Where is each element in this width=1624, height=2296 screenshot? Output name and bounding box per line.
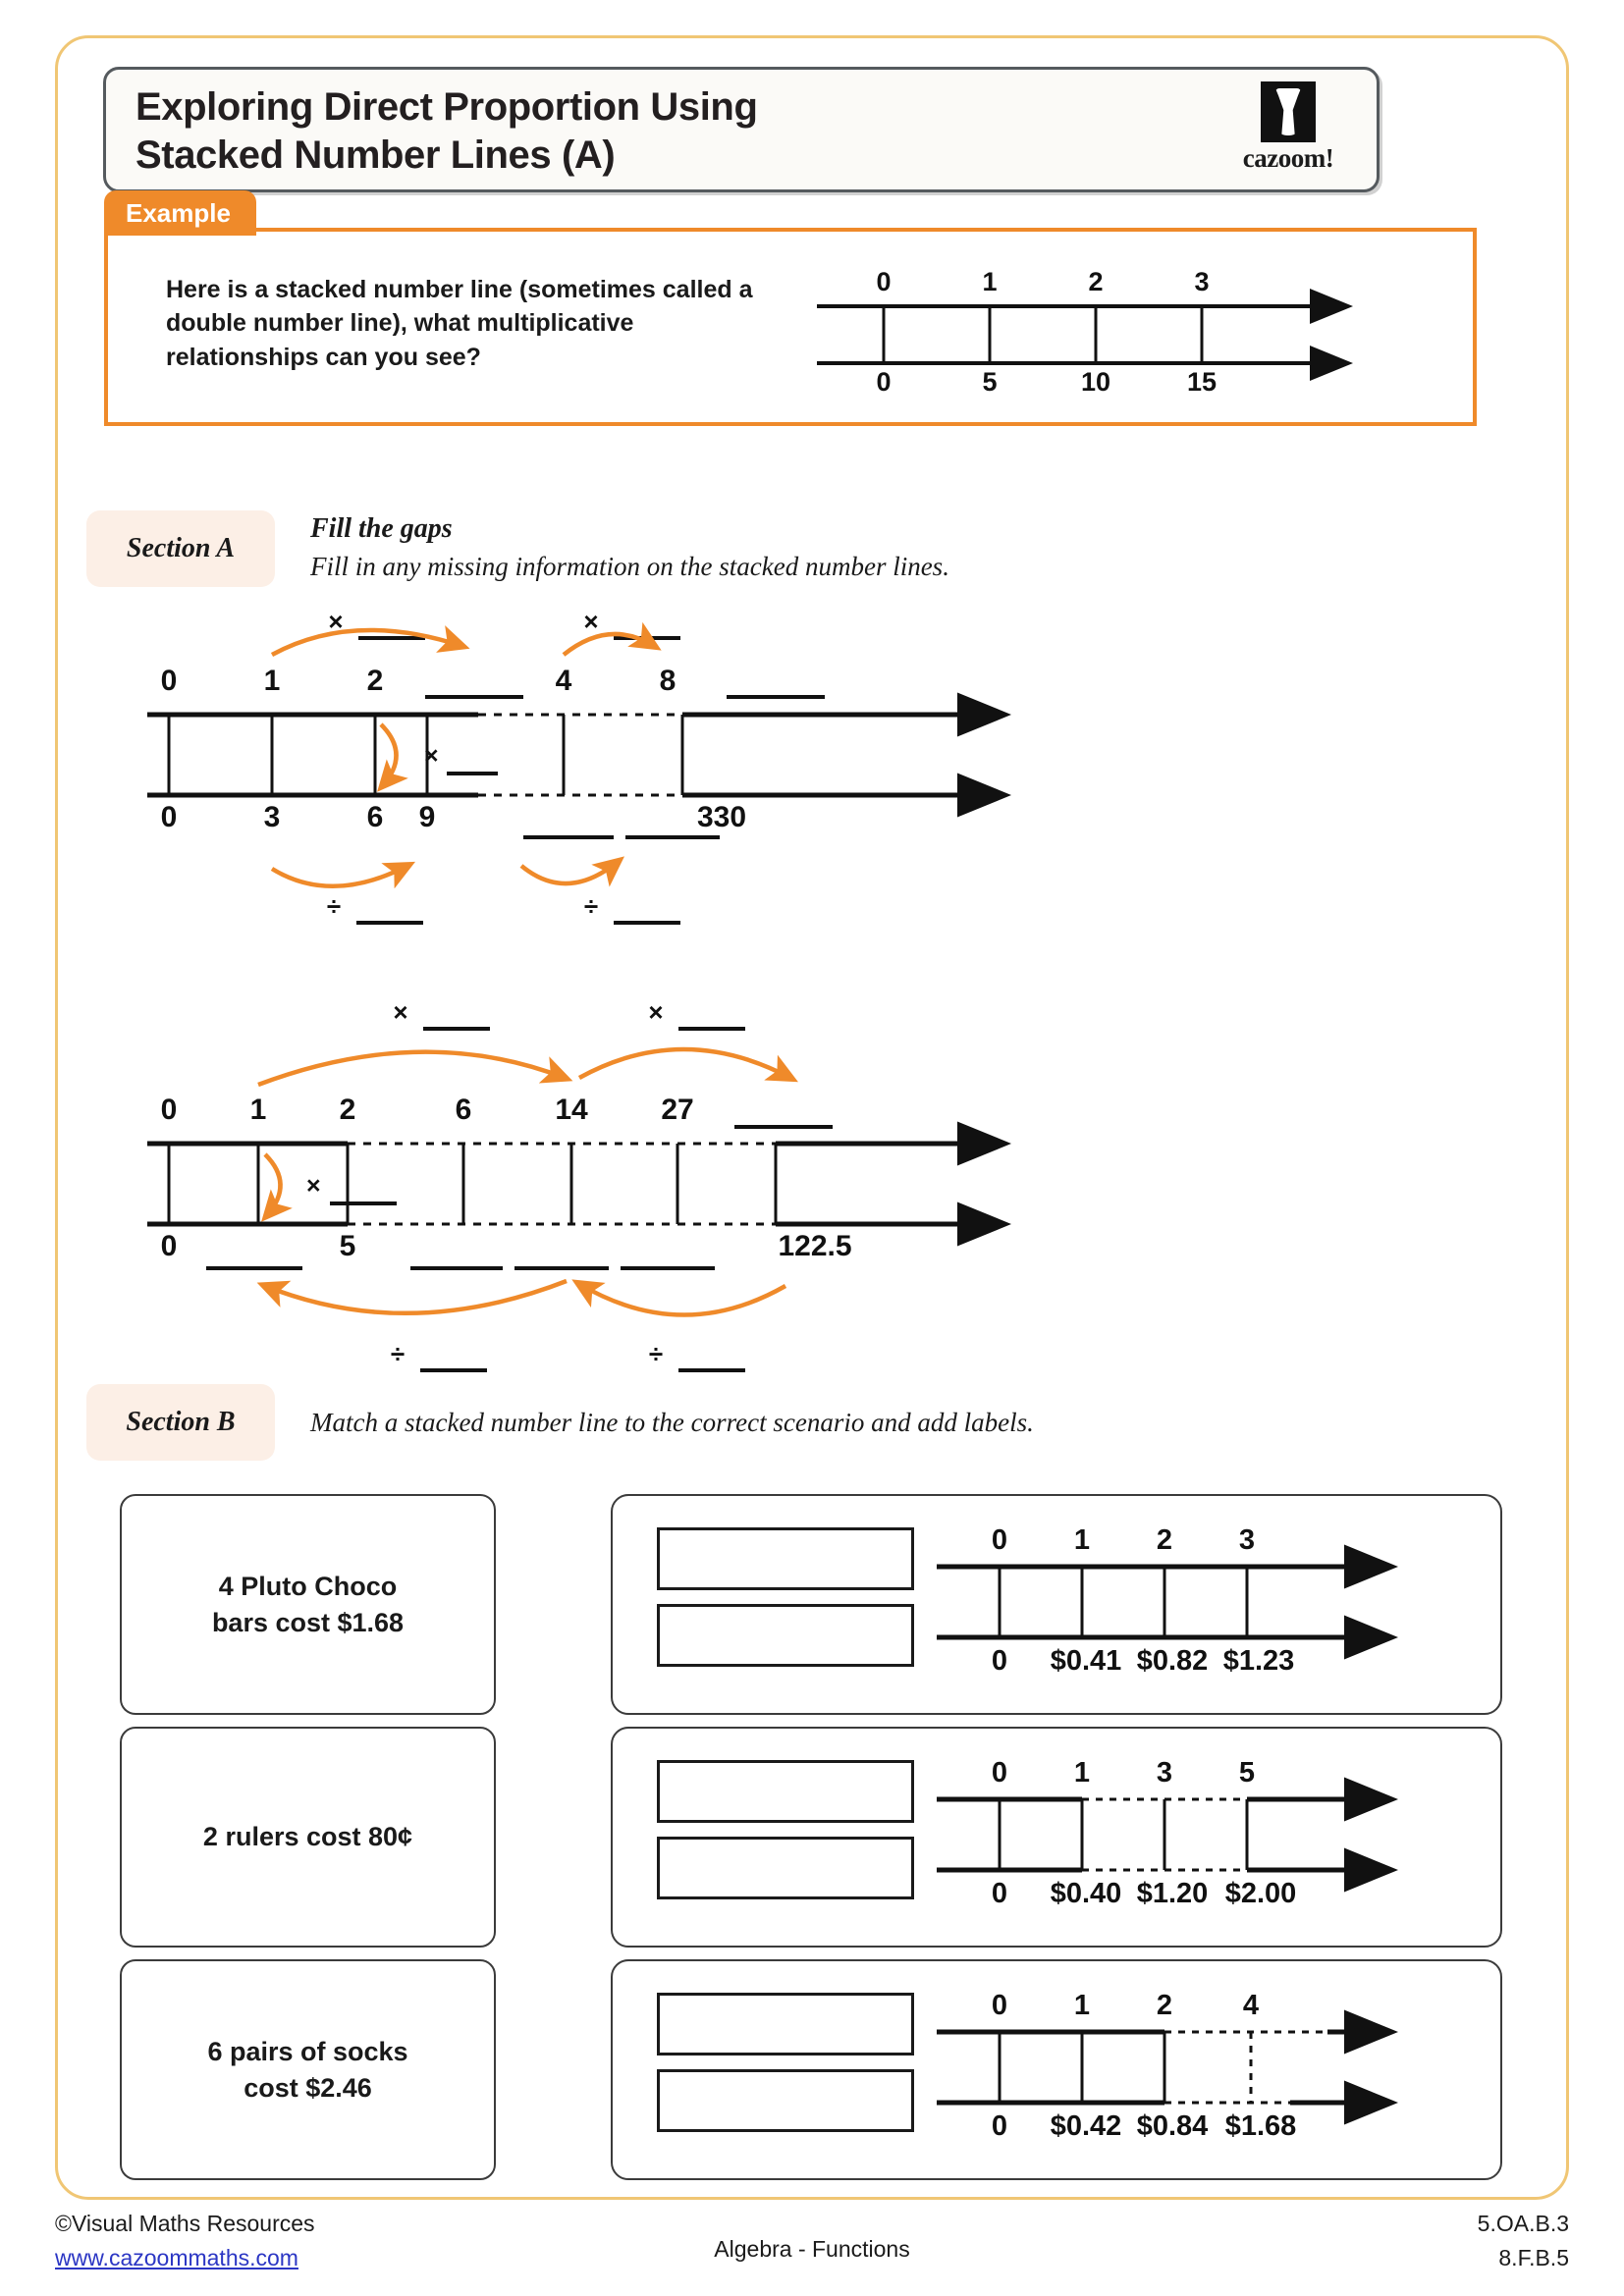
number-line-card-3 <box>611 1959 1502 2180</box>
section-b-number-line-3 <box>937 1981 1487 2167</box>
nl2-bottom-label-0: 0 <box>991 1878 1008 1909</box>
label-box-3-bottom[interactable] <box>657 2069 914 2132</box>
scenario-card-1-line1: 4 Pluto Choco <box>218 1571 398 1601</box>
example-bottom-label-0: 0 <box>876 367 892 397</box>
footer-copyright: ©Visual Maths Resources <box>55 2211 315 2236</box>
number-line-card-1 <box>611 1494 1502 1715</box>
diagram1-bottom-arc-1-arrow <box>521 862 618 883</box>
diagram2-top-arc-0-arrow <box>258 1052 565 1085</box>
nl2-top-label-0: 0 <box>991 1757 1008 1789</box>
page-footer <box>0 2205 1624 2293</box>
example-number-line <box>803 255 1412 402</box>
diagram1-bottom-arc-0-op: ÷ <box>326 891 342 921</box>
section-a-chip: Section A <box>86 510 275 587</box>
nl1-bottom-label-1: $0.41 <box>1050 1645 1122 1677</box>
diagram1-top-label-1: 1 <box>263 665 281 697</box>
diagram1-top-arc-1-op: × <box>583 607 599 636</box>
nl2-bottom-label-2: $1.20 <box>1136 1878 1209 1909</box>
section-b-subheading: Match a stacked number line to the correct scenario and add labels. <box>310 1408 1034 1437</box>
diagram2-bottom-label-2: 5 <box>339 1230 356 1262</box>
nl3-top-label-1: 1 <box>1073 1990 1091 2021</box>
nl2-top-label-3: 5 <box>1238 1757 1256 1789</box>
scenario-card-2-line1: 2 rulers cost 80¢ <box>202 1822 413 1852</box>
nl3-bottom-label-1: $0.42 <box>1050 2110 1122 2142</box>
section-a-diagram-1 <box>147 599 1463 952</box>
diagram1-top-arc-1-arrow <box>564 634 654 655</box>
nl2-top-label-1: 1 <box>1073 1757 1091 1789</box>
section-b-number-line-2 <box>937 1748 1487 1935</box>
nl1-top-label-2: 2 <box>1156 1524 1173 1556</box>
example-bottom-label-3: 15 <box>1186 367 1218 397</box>
nl1-bottom-label-0: 0 <box>991 1645 1008 1677</box>
diagram1-top-label-5: 8 <box>659 665 677 697</box>
section-b-chip: Section B <box>86 1384 275 1461</box>
example-question: Here is a stacked number line (sometimes called a double number line), what multiplicative relationships can you see? <box>166 276 753 371</box>
scenario-card-3-line2: cost $2.46 <box>244 2072 372 2103</box>
nl2-bottom-label-1: $0.40 <box>1050 1878 1122 1909</box>
nl3-bottom-label-2: $0.84 <box>1136 2110 1209 2142</box>
label-box-1-bottom[interactable] <box>657 1604 914 1667</box>
diagram2-top-label-4: 14 <box>555 1094 588 1126</box>
footer-code-2: 8.F.B.5 <box>1498 2244 1569 2270</box>
example-top-label-0: 0 <box>876 267 892 296</box>
diagram1-inner-arc-arrow <box>381 724 397 785</box>
diagram1-top-label-4: 4 <box>555 665 572 697</box>
nl2-top-label-2: 3 <box>1156 1757 1173 1789</box>
section-a-heading: Fill the gaps <box>310 513 453 544</box>
diagram2-top-label-5: 27 <box>661 1094 694 1126</box>
example-top-label-2: 2 <box>1088 267 1104 296</box>
diagram2-bottom-arc-0-arrow <box>265 1281 567 1313</box>
label-box-3-top[interactable] <box>657 1993 914 2056</box>
footer-topic: Algebra - Functions <box>714 2236 910 2262</box>
cartoon-teacher-icon <box>1602 6 1624 173</box>
nl3-bottom-label-3: $1.68 <box>1224 2110 1297 2142</box>
diagram1-top-arc-0-op: × <box>328 607 344 636</box>
scenario-card-3-line1: 6 pairs of socks <box>207 2036 408 2066</box>
section-a-diagram-2 <box>147 982 1463 1368</box>
section-b-number-line-1 <box>937 1516 1487 1702</box>
diagram2-inner-arc-op: × <box>306 1172 321 1200</box>
cazoom-logo-text: cazoom! <box>1242 143 1334 173</box>
diagram2-bottom-label-0: 0 <box>160 1230 178 1262</box>
diagram2-top-arc-1-arrow <box>579 1049 790 1078</box>
scenario-card-2[interactable] <box>120 1727 496 1948</box>
example-box <box>104 198 1477 426</box>
diagram1-top-arc-0-arrow <box>272 630 461 655</box>
diagram1-bottom-label-1: 3 <box>263 801 281 833</box>
scenario-card-3[interactable] <box>120 1959 496 2180</box>
footer-code-1: 5.OA.B.3 <box>1477 2211 1569 2236</box>
number-line-card-2 <box>611 1727 1502 1948</box>
diagram2-top-label-3: 6 <box>455 1094 472 1126</box>
example-tab-label: Example <box>104 190 256 236</box>
example-bottom-label-1: 5 <box>982 367 998 397</box>
cazoom-logo <box>1233 81 1343 184</box>
diagram1-bottom-label-3: 9 <box>418 801 436 833</box>
label-box-2-top[interactable] <box>657 1760 914 1823</box>
nl1-top-label-0: 0 <box>991 1524 1008 1556</box>
diagram1-bottom-label-6: 330 <box>696 801 747 833</box>
example-top-label-1: 1 <box>982 267 998 296</box>
diagram1-bottom-arc-0-arrow <box>272 866 407 886</box>
diagram1-bottom-label-2: 6 <box>366 801 384 833</box>
cazoom-vase-icon <box>1261 81 1316 142</box>
diagram1-inner-arc-op: × <box>424 742 439 770</box>
scenario-card-1[interactable] <box>120 1494 496 1715</box>
scenario-card-1-line2: bars cost $1.68 <box>211 1607 405 1637</box>
nl1-top-label-3: 3 <box>1238 1524 1256 1556</box>
footer-standards <box>1478 2207 1569 2274</box>
diagram2-inner-arc-arrow <box>265 1154 281 1215</box>
page-title-line1: Exploring Direct Proportion Using <box>135 85 758 129</box>
diagram1-bottom-arc-1-op: ÷ <box>583 891 599 921</box>
diagram2-top-label-2: 2 <box>339 1094 356 1126</box>
page-title <box>135 83 1078 180</box>
diagram2-top-label-1: 1 <box>249 1094 267 1126</box>
label-box-1-top[interactable] <box>657 1527 914 1590</box>
section-a-subheading: Fill in any missing information on the stacked number lines. <box>310 552 949 581</box>
diagram2-top-label-0: 0 <box>160 1094 178 1126</box>
footer-website-link[interactable]: www.cazoommaths.com <box>55 2244 298 2270</box>
diagram2-bottom-arc-1-op: ÷ <box>648 1339 664 1368</box>
nl1-bottom-label-2: $0.82 <box>1136 1645 1209 1677</box>
nl3-top-label-2: 2 <box>1156 1990 1173 2021</box>
diagram2-top-arc-0-op: × <box>393 997 408 1027</box>
diagram1-top-label-2: 2 <box>366 665 384 697</box>
diagram2-bottom-label-6: 122.5 <box>778 1230 852 1262</box>
nl1-bottom-label-3: $1.23 <box>1222 1645 1295 1677</box>
nl3-top-label-3: 4 <box>1242 1990 1260 2021</box>
example-top-label-3: 3 <box>1194 267 1210 296</box>
nl3-bottom-label-0: 0 <box>991 2110 1008 2142</box>
diagram2-top-arc-1-op: × <box>648 997 664 1027</box>
example-bottom-label-2: 10 <box>1080 367 1111 397</box>
diagram1-top-label-0: 0 <box>160 665 178 697</box>
worksheet-title-bar <box>103 67 1380 192</box>
nl1-top-label-1: 1 <box>1073 1524 1091 1556</box>
diagram2-bottom-arc-0-op: ÷ <box>390 1339 406 1368</box>
diagram1-bottom-label-0: 0 <box>160 801 178 833</box>
nl2-bottom-label-3: $2.00 <box>1224 1878 1297 1909</box>
page-title-line2: Stacked Number Lines (A) <box>135 133 616 178</box>
label-box-2-bottom[interactable] <box>657 1837 914 1899</box>
nl3-top-label-0: 0 <box>991 1990 1008 2021</box>
diagram2-bottom-arc-1-arrow <box>579 1284 785 1315</box>
